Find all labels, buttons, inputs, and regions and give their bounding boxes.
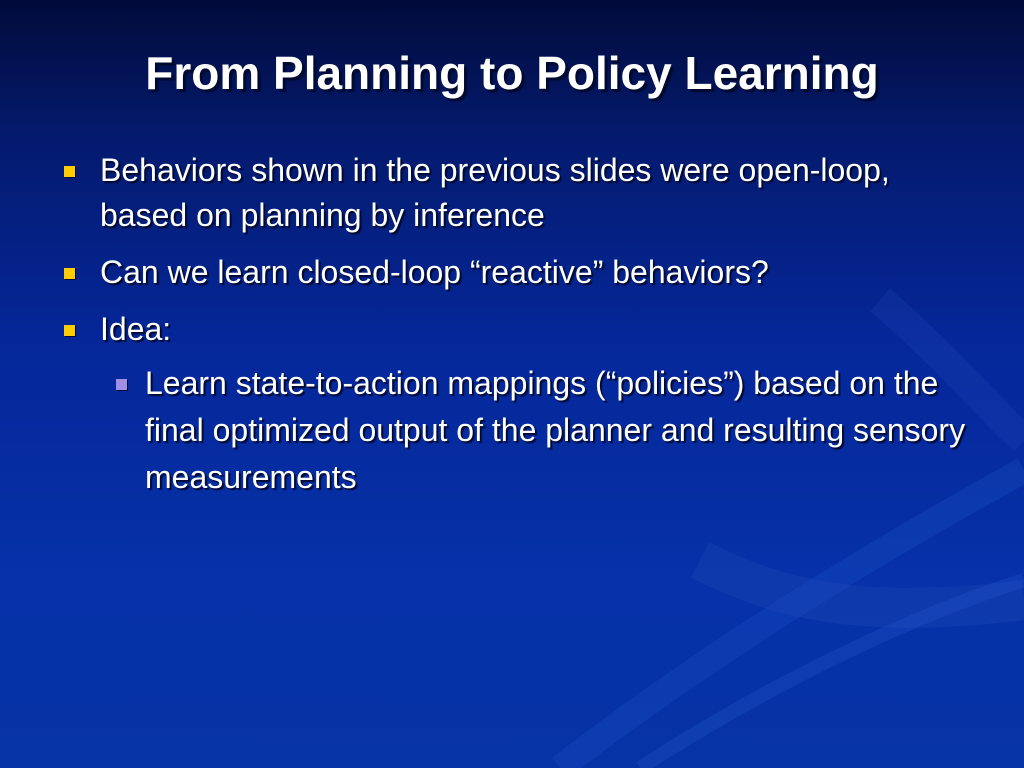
slide-title: From Planning to Policy Learning: [145, 47, 879, 99]
square-bullet-icon: [64, 268, 75, 279]
square-bullet-icon: [64, 166, 75, 177]
bullet-item-3: [62, 307, 982, 352]
bullet-list: [62, 148, 982, 501]
bullet-text: Idea:: [100, 311, 172, 347]
square-bullet-icon: [64, 325, 75, 336]
bullet-text: Can we learn closed-loop “reactive” behaviors?: [100, 254, 769, 290]
bullet-item-1: [62, 148, 982, 238]
square-sub-bullet-icon: [116, 379, 127, 390]
bullet-item-2: [62, 250, 982, 295]
sub-bullet-text: Learn state-to-action mappings (“policies”) based on the final optimized output of the planner and resulting sensory measurements: [145, 365, 966, 495]
sub-bullet-item-1: [116, 360, 982, 501]
bullet-text: Behaviors shown in the previous slides were open-loop, based on planning by inference: [100, 152, 890, 233]
